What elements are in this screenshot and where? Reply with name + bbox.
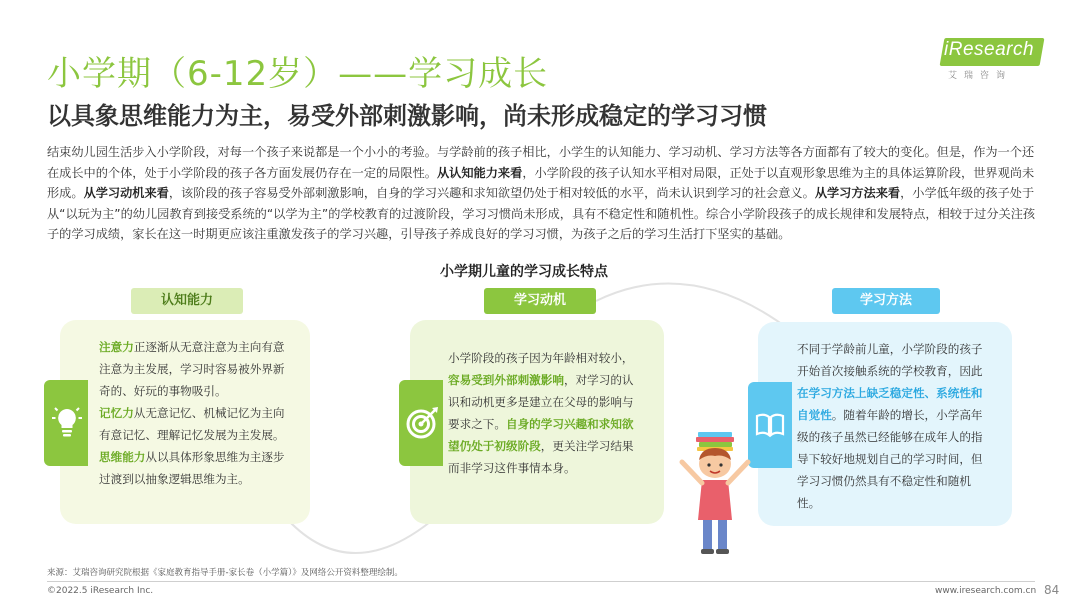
- diagram-title: 小学期儿童的学习成长特点: [440, 264, 608, 280]
- card-motivation-text: [448, 347, 638, 479]
- highlight-attention: 注意力: [99, 340, 134, 354]
- copyright: ©2022.5 iResearch Inc.: [47, 586, 154, 596]
- tag-method: 学习方法: [832, 288, 940, 314]
- intro-text-1: 结束幼儿园生活步入小学阶段，对每一个孩子来说都是一个小小的考验。与学龄前的孩子相比，小学生的认知能力、学习动机、学习方法等各方面都有了较大的变化。但是，作为一个还在成长中的个体，处于小学阶段的孩子各方面发展仍存在一定的局限性。: [47, 145, 1035, 180]
- iresearch-logo: [938, 34, 1042, 82]
- highlight-motivation-1: 容易受到外部刺激影响: [448, 373, 564, 387]
- intro-text-2: ，小学阶段的孩子认知水平相对局限，正处于以直观形象思维为主的具体运算阶段，世界观尚未形成。: [47, 165, 1035, 200]
- footer-divider: [47, 581, 1035, 582]
- text-motivation-2: ，对学习的认识和动机更多是建立在父母的影响与要求之下。: [448, 373, 634, 431]
- page-title: 小学期（6-12岁）——学习成长: [47, 54, 549, 94]
- source-note: 来源：艾瑞咨询研究院根据《家庭教育指导手册-家长卷（小学篇）》及网络公开资料整理绘制。: [47, 568, 403, 578]
- logo-wordmark: iResearch: [944, 39, 1035, 60]
- tag-motivation: 学习动机: [484, 288, 596, 314]
- card-cognitive-text: [99, 336, 285, 490]
- intro-bold-1: 从认知能力来看: [437, 165, 523, 180]
- text-method-1: 不同于学龄前儿童，小学阶段的孩子开始首次接触系统的学校教育，因此: [797, 342, 983, 378]
- intro-bold-3: 从学习方法来看: [814, 186, 901, 200]
- text-thinking: 从以具体形象思维为主逐步过渡到以抽象逻辑思维为主。: [99, 450, 285, 486]
- page-number: 84: [1044, 583, 1060, 597]
- text-memory: 从无意记忆、机械记忆为主向有意记忆、理解记忆发展为主发展。: [99, 406, 285, 442]
- text-motivation-1: 小学阶段的孩子因为年龄相对较小，: [448, 351, 634, 365]
- highlight-motivation-2: 自身的学习兴趣和求知欲望仍处于初级阶段: [448, 417, 634, 453]
- target-icon: [399, 400, 445, 446]
- text-method-2: 。随着年龄的增长，小学高年级的孩子虽然已经能够在成年人的指导下较好地规划自己的学习时间，但学习习惯仍然具有不稳定性和随机性。: [797, 408, 983, 510]
- intro-text-4: ，小学低年级的孩子处于从“以玩为主”的幼儿园教育到接受系统的“以学为主”的学校教育的过渡阶段，学习习惯尚未形成，具有不稳定性和随机性。综合小学阶段孩子的成长规律和发展特点，相较于过分关注孩子的学习成绩，家长在这一时期更应该注重激发孩子的学习兴趣，引导孩子养成良好的学习习惯，为孩子之后的学习生活打下坚实的基础。: [47, 186, 1036, 241]
- child-with-books-illustration: [668, 428, 758, 560]
- text-motivation-3: ，更关注学习结果而非学习这件事情本身。: [448, 439, 634, 475]
- text-attention: 正逐渐从无意注意为主向有意注意为主发展，学习时容易被外界新奇的、好玩的事物吸引。: [99, 340, 285, 398]
- lightbulb-icon: [44, 400, 90, 446]
- logo-tagline: 艾瑞咨询: [948, 71, 1013, 81]
- website-link[interactable]: www.iresearch.com.cn: [935, 586, 1037, 596]
- intro-paragraph: [47, 142, 1037, 245]
- highlight-method: 在学习方法上缺乏稳定性、系统性和自觉性: [797, 386, 983, 422]
- page-subtitle: 以具象思维能力为主，易受外部刺激影响，尚未形成稳定的学习习惯: [47, 102, 767, 130]
- card-method-text: [797, 338, 983, 514]
- intro-text-3: ，该阶段的孩子容易受外部刺激影响，自身的学习兴趣和求知欲望仍处于相对较低的水平，尚未认识到学习的社会意义。: [168, 186, 815, 200]
- intro-bold-2: 从学习动机来看: [83, 186, 169, 200]
- tag-cognitive: 认知能力: [131, 288, 243, 314]
- highlight-thinking: 思维能力: [99, 450, 146, 464]
- highlight-memory: 记忆力: [99, 406, 134, 420]
